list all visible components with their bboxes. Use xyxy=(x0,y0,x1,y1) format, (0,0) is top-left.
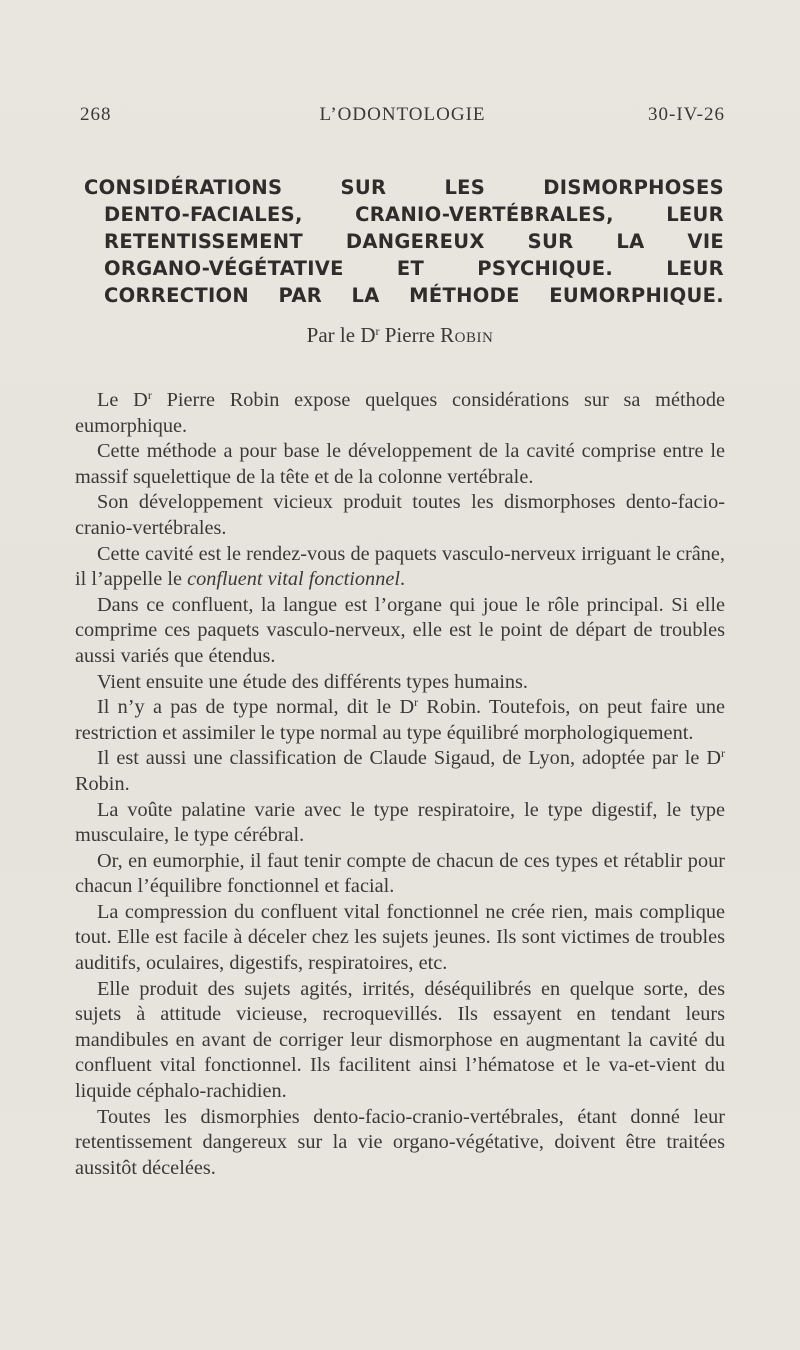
article-body xyxy=(75,388,725,1181)
page-number: 268 xyxy=(80,104,112,125)
text-span: Le D xyxy=(97,389,148,411)
superscript: r xyxy=(721,746,725,761)
paragraph xyxy=(75,746,725,797)
text-span: Pierre Robin expose quelques considérations sur sa méthode eumorphique. xyxy=(75,389,726,437)
paragraph: La voûte palatine varie avec le type respiratoire, le type digestif, le type musculaire, le type cérébral. xyxy=(75,798,725,847)
doctor-superscript: r xyxy=(375,324,380,338)
byline-prefix: Par le D xyxy=(306,323,376,347)
title-line: CORRECTION PAR LA MÉTHODE EUMORPHIQUE. xyxy=(104,284,724,307)
author-surname: Robin xyxy=(440,323,494,347)
text-span: Robin. xyxy=(75,772,130,795)
paragraph: Elle produit des sujets agités, irrités, déséquilibrés en quelque sorte, des sujets à attitude vicieuse, recroquevillés. Ils essayent en tendant leurs mandibules en avant de corriger leur dismorphose en augmentant la cavité du confluent vital fonctionnel. Ils facilitent ainsi l’hématose et le va-et-vient du liquide céphalo-rachidien. xyxy=(75,977,725,1103)
journal-title: L’ODONTOLOGIE xyxy=(319,104,486,125)
paragraph: Or, en eumorphie, il faut tenir compte de chacun de ces types et rétablir pour chacun l’équilibre fonctionnel et facial. xyxy=(75,849,725,898)
text-span: . xyxy=(399,568,406,591)
superscript: r xyxy=(147,388,152,402)
paragraph: La compression du confluent vital fonctionnel ne crée rien, mais complique tout. Elle est facile à déceler chez les sujets jeunes. Ils sont victimes de troubles auditifs, oculaires, digestifs, respiratoires, etc. xyxy=(75,900,725,975)
italic-term: confluent vital fonctionnel xyxy=(187,568,400,591)
paragraph xyxy=(75,695,725,746)
title-line: RETENTISSEMENT DANGEREUX SUR LA VIE xyxy=(104,230,724,253)
article-title xyxy=(84,174,724,309)
text-span: Il n’y a pas de type normal, dit le D xyxy=(97,696,415,719)
title-line: ORGANO-VÉGÉTATIVE ET PSYCHIQUE. LEUR xyxy=(104,257,724,280)
running-header xyxy=(80,104,725,134)
author-first-name: Pierre xyxy=(384,323,435,347)
text-span: Il est aussi une classification de Claude Sigaud, de Lyon, adoptée par le D xyxy=(97,747,721,770)
issue-date: 30-IV-26 xyxy=(648,104,725,125)
paragraph xyxy=(75,542,725,593)
text-span: Robin. Toutefois, on peut faire une restriction et assimiler le type normal au type équilibré morphologiquement. xyxy=(75,696,725,744)
paragraph: Dans ce confluent, la langue est l’organe qui joue le rôle principal. Si elle comprime ces paquets vasculo-nerveux, elle est le point de départ de troubles aussi variés que étendus. xyxy=(75,593,725,667)
text-span: Cette cavité est le rendez-vous de paquets vasculo-nerveux irriguant le crâne, il l’appelle le xyxy=(75,542,725,591)
paragraph: Cette méthode a pour base le développement de la cavité comprise entre le massif squelettique de la tête et de la colonne vertébrale. xyxy=(75,440,725,488)
title-line: DENTO-FACIALES, CRANIO-VERTÉBRALES, LEUR xyxy=(104,203,724,226)
paragraph: Vient ensuite une étude des différents types humains. xyxy=(97,670,528,693)
paragraph: Son développement vicieux produit toutes les dismorphoses dento-facio-cranio-vertébrales. xyxy=(75,491,725,539)
author-byline xyxy=(0,323,800,348)
paragraph: Toutes les dismorphies dento-facio-cranio-vertébrales, étant donné leur retentissement dangereux sur la vie organo-végétative, doivent être traitées aussitôt décelées. xyxy=(75,1105,725,1179)
title-line: CONSIDÉRATIONS SUR LES DISMORPHOSES xyxy=(84,176,724,199)
paragraph xyxy=(75,388,725,439)
superscript: r xyxy=(414,695,419,710)
